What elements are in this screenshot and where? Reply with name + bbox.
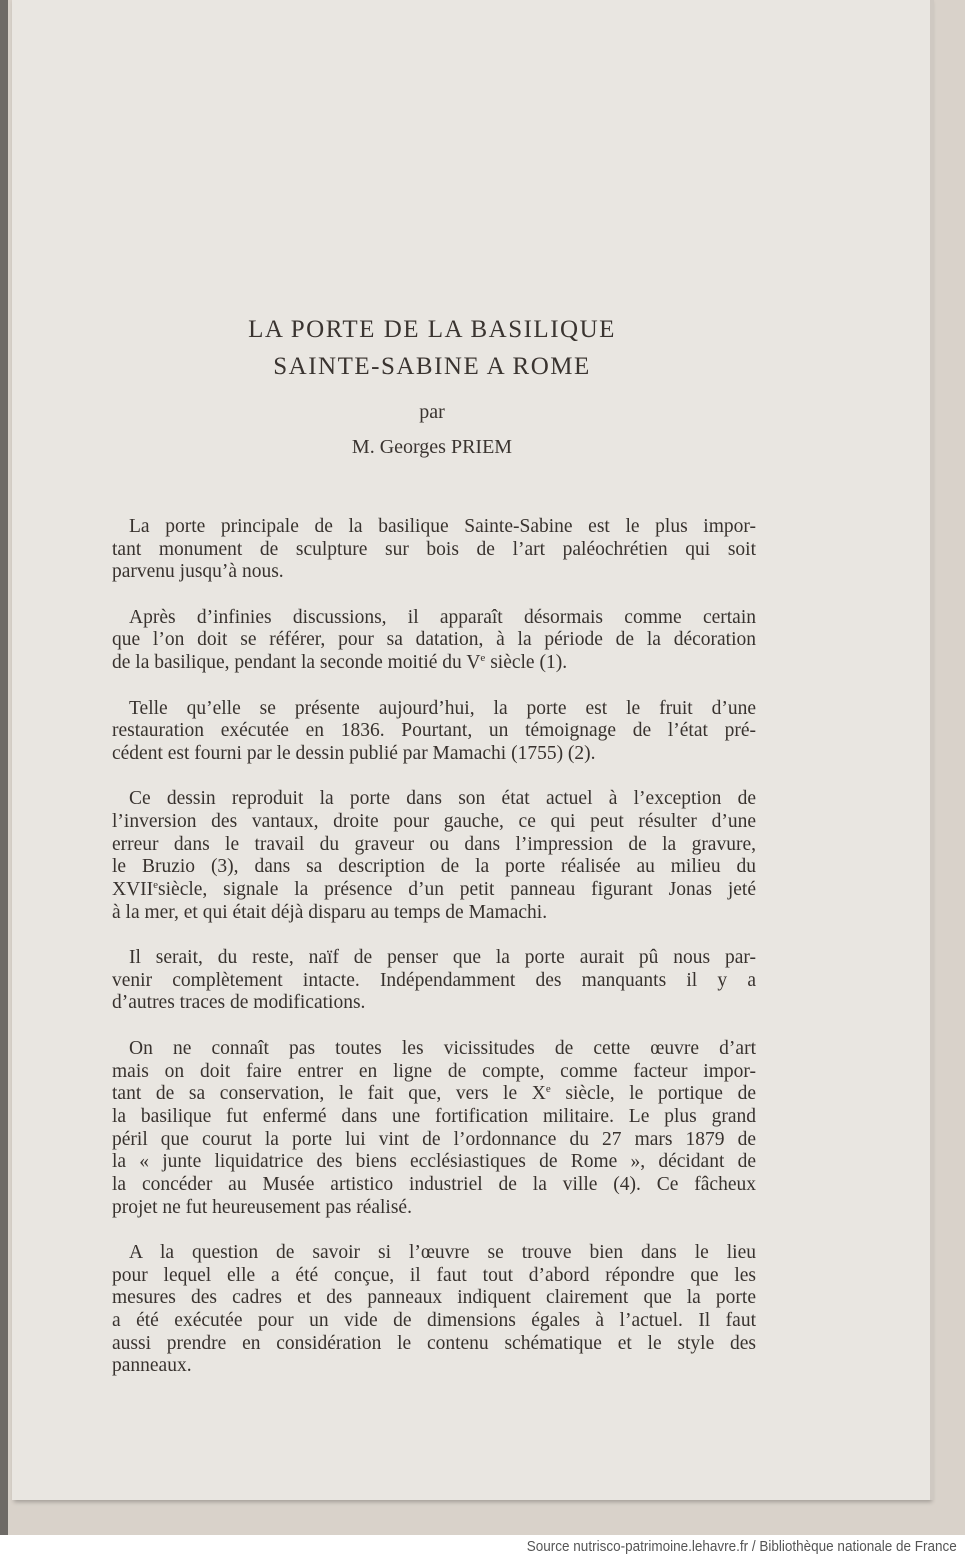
paragraph-gap [112, 675, 756, 698]
paragraph [112, 607, 756, 675]
text-line: a été exécutée pour un vide de dimensions égales à l’actuel. Il faut [112, 1310, 756, 1332]
text-line: erreur dans le travail du graveur ou dans l’impression de la gravure, [112, 833, 756, 855]
page-edge [930, 0, 934, 1500]
text-line: projet ne fut heureusement pas réalisé. [112, 1196, 412, 1218]
text-line: l’inversion des vantaux, droite pour gauche, ce qui peut résulter d’une [112, 810, 756, 832]
paragraph-gap [112, 1015, 756, 1038]
title-line-2: SAINTE-SABINE A ROME [273, 353, 591, 380]
text-line: cédent est fourni par le dessin publié par Mamachi (1755) (2). [112, 742, 596, 764]
text-line: Telle qu’elle se présente aujourd’hui, la porte est le fruit d’une [129, 697, 756, 719]
paragraph [112, 788, 756, 924]
text-line: On ne connaît pas toutes les vicissitudes de cette œuvre d’art [129, 1037, 756, 1059]
paragraph-gap [112, 1219, 756, 1242]
text-line: la « junte liquidatrice des biens ecclésiastiques de Rome », décidant de [112, 1151, 756, 1173]
paragraph-gap [112, 766, 756, 789]
text-line: de la basilique, pendant la seconde moitié du Ve siècle (1). [112, 652, 568, 674]
paragraph [112, 1038, 756, 1220]
text-line: mesures des cadres et des panneaux indiquent clairement que la porte [112, 1287, 756, 1309]
text-line: mais on doit faire entrer en ligne de compte, comme facteur impor- [112, 1060, 756, 1082]
text-line: Ce dessin reproduit la porte dans son état actuel à l’exception de [129, 788, 756, 810]
paragraph-gap [112, 584, 756, 607]
paragraph [112, 947, 756, 1015]
text-line: tant de sa conservation, le fait que, vers le Xe siècle, le portique de [112, 1083, 756, 1105]
text-line: aussi prendre en considération le contenu schématique et le style des [112, 1332, 756, 1354]
paragraph [112, 516, 756, 584]
text-line: La porte principale de la basilique Sainte-Sabine est le plus impor- [129, 516, 756, 537]
text-line: le Bruzio (3), dans sa description de la porte réalisée au milieu du [112, 856, 756, 878]
text-line: la concéder au Musée artistico industriel de la ville (4). Ce fâcheux [112, 1173, 756, 1195]
title-line-1: LA PORTE DE LA BASILIQUE [248, 316, 616, 343]
text-line: venir complètement intacte. Indépendamment des manquants il y a [112, 969, 756, 991]
text-line: que l’on doit se référer, pour sa datation, à la période de la décoration [112, 629, 756, 651]
text-line: parvenu jusqu’à nous. [112, 561, 284, 583]
text-line: péril que courut la porte lui vint de l’ordonnance du 27 mars 1879 de [112, 1128, 756, 1150]
paragraph-gap [112, 924, 756, 947]
byline-par: par [419, 401, 445, 423]
text-line: Il serait, du reste, naïf de penser que la porte aurait pû nous par- [129, 947, 756, 969]
paragraph [112, 698, 756, 766]
text-line: XVIIesiècle, signale la présence d’un petit panneau figurant Jonas jeté [112, 879, 756, 900]
text-line: à la mer, et qui était déjà disparu au temps de Mamachi. [112, 901, 548, 923]
text-line: A la question de savoir si l’œuvre se trouve bien dans le lieu [129, 1242, 756, 1263]
article-body [112, 516, 756, 1378]
text-line: pour lequel elle a été conçue, il faut tout d’abord répondre que les [112, 1264, 756, 1286]
text-line: la basilique fut enfermé dans une fortification militaire. Le plus grand [112, 1105, 756, 1127]
text-line: tant monument de sculpture sur bois de l’art paléochrétien qui soit [112, 538, 756, 560]
source-footer: Source nutrisco-patrimoine.lehavre.fr / Bibliothèque nationale de France [526, 1538, 957, 1555]
author: M. Georges PRIEM [351, 436, 513, 458]
text-line: Après d’infinies discussions, il apparaît désormais comme certain [129, 606, 756, 628]
book-edge [0, 0, 8, 1535]
paragraph [112, 1242, 756, 1378]
text-line: panneaux. [112, 1355, 192, 1377]
text-line: restauration exécutée en 1836. Pourtant, un témoignage de l’état pré- [112, 720, 756, 742]
text-line: d’autres traces de modifications. [112, 992, 366, 1014]
